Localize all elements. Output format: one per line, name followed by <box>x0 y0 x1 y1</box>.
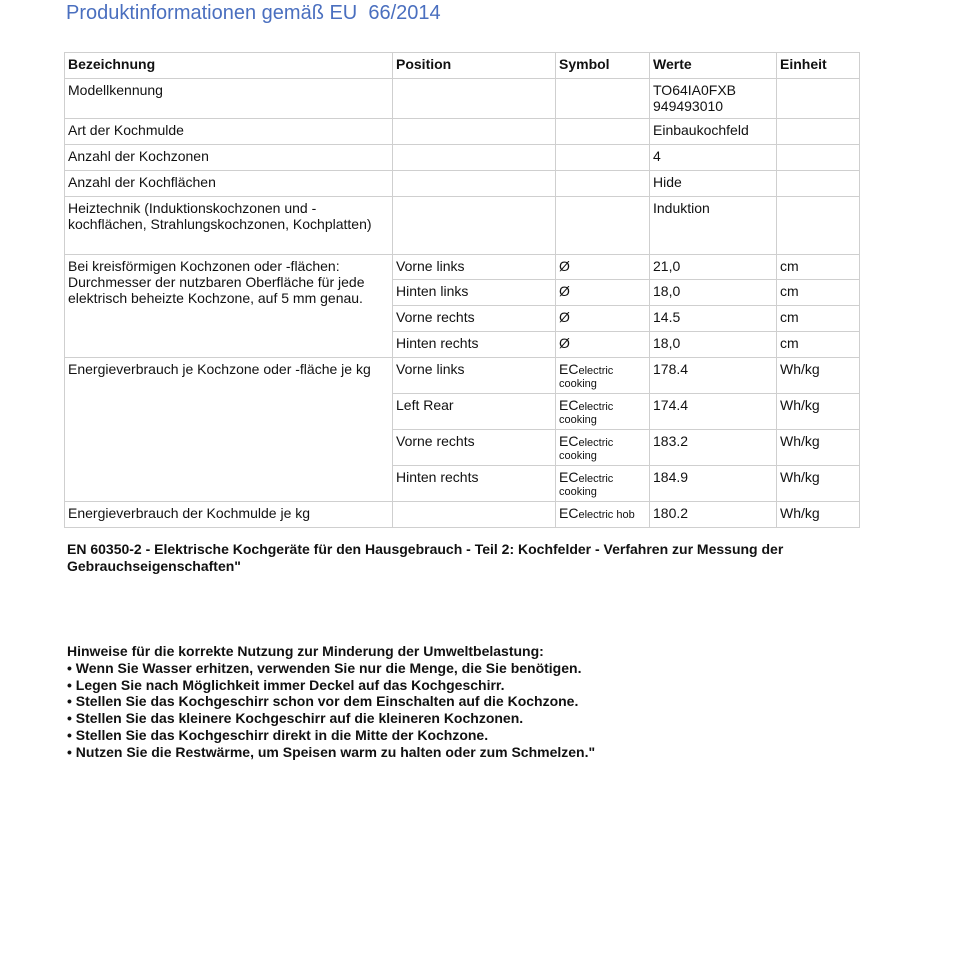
unit-cell: Wh/kg <box>777 430 860 466</box>
value-cell: 178.4 <box>650 358 777 394</box>
list-item: • Nutzen Sie die Restwärme, um Speisen warm zu halten oder zum Schmelzen." <box>67 743 596 760</box>
unit-cell: Wh/kg <box>777 358 860 394</box>
symbol-cell: ECelectric cooking <box>556 466 650 502</box>
list-item: • Legen Sie nach Möglichkeit immer Deckel auf das Kochgeschirr. <box>67 676 505 693</box>
table-row <box>65 358 860 394</box>
table-header-row <box>65 53 860 79</box>
value-cell: 21,0 <box>650 255 777 280</box>
row-label: Modellkennung <box>65 79 393 119</box>
value-cell: 180.2 <box>650 502 777 528</box>
row-label: Art der Kochmulde <box>65 119 393 145</box>
table-row <box>65 171 860 197</box>
row-value: 4 <box>650 145 777 171</box>
position-cell: Vorne rechts <box>393 430 556 466</box>
value-cell: 183.2 <box>650 430 777 466</box>
table-row <box>65 79 860 119</box>
position-cell: Hinten rechts <box>393 466 556 502</box>
table-row <box>65 502 860 528</box>
row-value: Einbaukochfeld <box>650 119 777 145</box>
unit-cell: cm <box>777 306 860 332</box>
list-item: • Stellen Sie das Kochgeschirr direkt in die Mitte der Kochzone. <box>67 726 489 743</box>
model-number: 949493010 <box>653 98 724 114</box>
position-cell: Vorne rechts <box>393 306 556 332</box>
header-symbol: Symbol <box>556 53 650 79</box>
symbol-cell: ECelectric hob <box>556 502 650 528</box>
list-item: • Stellen Sie das Kochgeschirr schon vor dem Einschalten auf die Kochzone. <box>67 693 579 710</box>
header-position: Position <box>393 53 556 79</box>
table-row <box>65 145 860 171</box>
model-code: TO64IA0FXB <box>653 82 737 98</box>
position-cell: Hinten links <box>393 280 556 306</box>
symbol-cell: ECelectric cooking <box>556 430 650 466</box>
row-label: Anzahl der Kochflächen <box>65 171 393 197</box>
header-werte: Werte <box>650 53 777 79</box>
symbol-cell: Ø <box>556 332 650 358</box>
list-item: • Stellen Sie das kleinere Kochgeschirr auf die kleineren Kochzonen. <box>67 710 524 727</box>
product-info-table <box>64 52 860 528</box>
symbol-cell: Ø <box>556 306 650 332</box>
position-cell: Vorne links <box>393 358 556 394</box>
value-cell: 174.4 <box>650 394 777 430</box>
position-cell: Vorne links <box>393 255 556 280</box>
unit-cell: Wh/kg <box>777 502 860 528</box>
table-row <box>65 255 860 280</box>
row-label: Energieverbrauch der Kochmulde je kg <box>65 502 393 528</box>
symbol-cell: Ø <box>556 255 650 280</box>
row-label: Bei kreisförmigen Kochzonen oder -flächen: Durchmesser der nutzbaren Oberfläche für jede elektrisch beheizte Kochzone, auf 5 mm genau. <box>65 255 393 358</box>
table-row <box>65 119 860 145</box>
header-einheit: Einheit <box>777 53 860 79</box>
unit-cell: cm <box>777 255 860 280</box>
usage-hints <box>67 643 867 761</box>
list-item: • Wenn Sie Wasser erhitzen, verwenden Sie nur die Menge, die Sie benötigen. <box>67 659 582 676</box>
position-cell: Left Rear <box>393 394 556 430</box>
symbol-cell: ECelectric cooking <box>556 394 650 430</box>
row-value: Hide <box>650 171 777 197</box>
row-label: Heiztechnik (Induktionskochzonen und -kochflächen, Strahlungskochzonen, Kochplatten) <box>65 197 393 255</box>
row-value <box>650 79 777 119</box>
page-title: Produktinformationen gemäß EU 66/2014 <box>66 2 441 24</box>
symbol-cell: Ø <box>556 280 650 306</box>
value-cell: 18,0 <box>650 280 777 306</box>
row-value: Induktion <box>650 197 777 255</box>
value-cell: 18,0 <box>650 332 777 358</box>
standard-reference: EN 60350-2 - Elektrische Kochgeräte für den Hausgebrauch - Teil 2: Kochfelder - Verfahren zur Messung der Gebrauchseigenschaften" <box>67 541 784 574</box>
header-bezeichnung: Bezeichnung <box>65 53 393 79</box>
unit-cell: cm <box>777 280 860 306</box>
row-label: Energieverbrauch je Kochzone oder -fläche je kg <box>65 358 393 502</box>
value-cell: 14.5 <box>650 306 777 332</box>
row-label: Anzahl der Kochzonen <box>65 145 393 171</box>
hints-heading: Hinweise für die korrekte Nutzung zur Minderung der Umweltbelastung: <box>67 643 544 659</box>
table-row <box>65 197 860 255</box>
unit-cell: Wh/kg <box>777 394 860 430</box>
unit-cell: cm <box>777 332 860 358</box>
symbol-cell: ECelectric cooking <box>556 358 650 394</box>
unit-cell: Wh/kg <box>777 466 860 502</box>
value-cell: 184.9 <box>650 466 777 502</box>
position-cell: Hinten rechts <box>393 332 556 358</box>
